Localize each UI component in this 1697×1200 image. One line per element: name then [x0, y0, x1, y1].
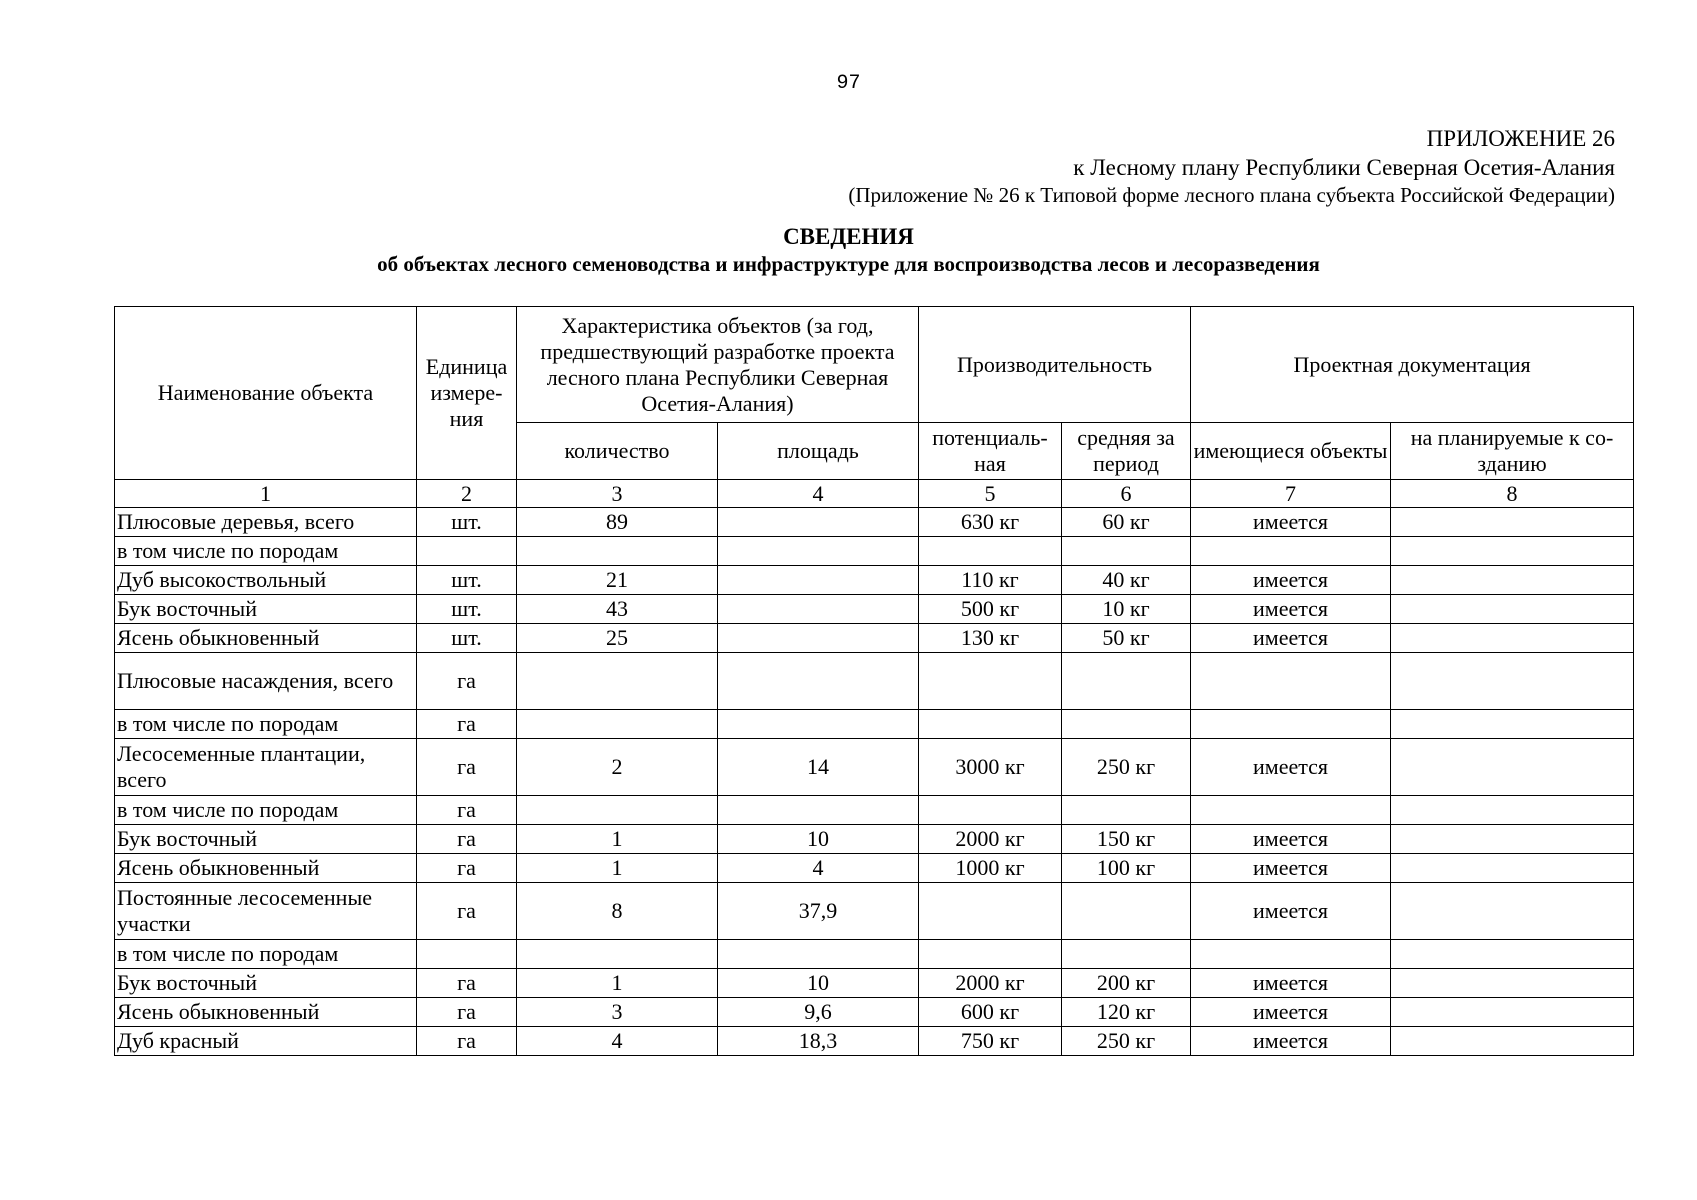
cell-quantity: 89: [517, 508, 718, 537]
cell-unit: га: [417, 710, 517, 739]
cell-planned: [1391, 653, 1634, 710]
table-row: [115, 739, 1634, 796]
cell-object-name: Дуб высокоствольный: [115, 566, 417, 595]
cell-unit: га: [417, 883, 517, 940]
cell-potential: 750 кг: [919, 1027, 1062, 1056]
table-row: [115, 883, 1634, 940]
cell-unit: [417, 940, 517, 969]
cell-planned: [1391, 854, 1634, 883]
cell-area: [718, 653, 919, 710]
cell-average: [1062, 796, 1191, 825]
column-number: 3: [517, 480, 718, 508]
cell-average: 200 кг: [1062, 969, 1191, 998]
cell-potential: 1000 кг: [919, 854, 1062, 883]
cell-planned: [1391, 940, 1634, 969]
cell-unit: га: [417, 998, 517, 1027]
table-row: [115, 566, 1634, 595]
cell-object-name: в том числе по породам: [115, 796, 417, 825]
cell-average: 150 кг: [1062, 825, 1191, 854]
cell-planned: [1391, 537, 1634, 566]
cell-planned: [1391, 710, 1634, 739]
cell-potential: [919, 940, 1062, 969]
cell-potential: 130 кг: [919, 624, 1062, 653]
cell-existing: имеется: [1191, 854, 1391, 883]
cell-average: 10 кг: [1062, 595, 1191, 624]
header-quantity: количество: [517, 423, 718, 480]
cell-average: 100 кг: [1062, 854, 1191, 883]
cell-area: [718, 537, 919, 566]
cell-potential: 2000 кг: [919, 825, 1062, 854]
column-number-row: [115, 480, 1634, 508]
table-row: [115, 653, 1634, 710]
cell-area: [718, 624, 919, 653]
document-subtitle: об объектах лесного семеноводства и инфраструктуре для воспроизводства лесов и лесоразведения: [377, 252, 1320, 276]
cell-area: 10: [718, 969, 919, 998]
cell-unit: шт.: [417, 595, 517, 624]
cell-unit: га: [417, 854, 517, 883]
cell-existing: имеется: [1191, 566, 1391, 595]
cell-existing: имеется: [1191, 883, 1391, 940]
table-row: [115, 710, 1634, 739]
cell-potential: 500 кг: [919, 595, 1062, 624]
cell-quantity: [517, 537, 718, 566]
cell-area: [718, 710, 919, 739]
cell-quantity: 25: [517, 624, 718, 653]
cell-object-name: в том числе по породам: [115, 710, 417, 739]
cell-average: 250 кг: [1062, 739, 1191, 796]
cell-unit: шт.: [417, 566, 517, 595]
column-number: 5: [919, 480, 1062, 508]
document-title: СВЕДЕНИЯ: [783, 224, 914, 249]
cell-unit: га: [417, 1027, 517, 1056]
cell-unit: га: [417, 825, 517, 854]
header-planned: на планируемые к со-зданию: [1391, 423, 1634, 480]
cell-existing: имеется: [1191, 1027, 1391, 1056]
table-row: [115, 854, 1634, 883]
column-number: 1: [115, 480, 417, 508]
cell-object-name: Ясень обыкновенный: [115, 998, 417, 1027]
table-row: [115, 1027, 1634, 1056]
cell-object-name: в том числе по породам: [115, 940, 417, 969]
cell-existing: имеется: [1191, 825, 1391, 854]
appendix-label: ПРИЛОЖЕНИЕ 26: [1426, 126, 1615, 151]
cell-area: [718, 566, 919, 595]
page-number: 97: [836, 72, 861, 95]
header-area: площадь: [718, 423, 919, 480]
column-number: 2: [417, 480, 517, 508]
cell-existing: имеется: [1191, 508, 1391, 537]
cell-average: 60 кг: [1062, 508, 1191, 537]
cell-existing: [1191, 796, 1391, 825]
cell-quantity: 8: [517, 883, 718, 940]
cell-area: 10: [718, 825, 919, 854]
cell-area: [718, 796, 919, 825]
cell-potential: 3000 кг: [919, 739, 1062, 796]
cell-unit: шт.: [417, 624, 517, 653]
cell-existing: имеется: [1191, 998, 1391, 1027]
appendix-form-reference: (Приложение № 26 к Типовой форме лесного плана субъекта Российской Федерации): [848, 183, 1615, 207]
cell-existing: [1191, 710, 1391, 739]
cell-potential: [919, 883, 1062, 940]
cell-area: 37,9: [718, 883, 919, 940]
cell-unit: га: [417, 796, 517, 825]
cell-planned: [1391, 998, 1634, 1027]
cell-quantity: 1: [517, 854, 718, 883]
table-row: [115, 940, 1634, 969]
column-number: 6: [1062, 480, 1191, 508]
table-row: [115, 998, 1634, 1027]
cell-planned: [1391, 739, 1634, 796]
cell-potential: 600 кг: [919, 998, 1062, 1027]
cell-existing: [1191, 537, 1391, 566]
cell-object-name: Плюсовые насаждения, всего: [115, 653, 417, 710]
cell-object-name: Постоянные лесосеменные участки: [115, 883, 417, 940]
cell-average: [1062, 940, 1191, 969]
cell-existing: [1191, 653, 1391, 710]
cell-average: [1062, 710, 1191, 739]
seed-objects-table: [114, 306, 1634, 1056]
header-average: средняя за период: [1062, 423, 1191, 480]
cell-object-name: Ясень обыкновенный: [115, 854, 417, 883]
cell-object-name: Бук восточный: [115, 969, 417, 998]
cell-quantity: 1: [517, 825, 718, 854]
cell-average: [1062, 883, 1191, 940]
cell-planned: [1391, 624, 1634, 653]
cell-planned: [1391, 595, 1634, 624]
cell-quantity: 21: [517, 566, 718, 595]
cell-existing: [1191, 940, 1391, 969]
header-unit: Единица измере-ния: [417, 307, 517, 480]
cell-quantity: 3: [517, 998, 718, 1027]
cell-quantity: 4: [517, 1027, 718, 1056]
cell-unit: га: [417, 969, 517, 998]
cell-average: 40 кг: [1062, 566, 1191, 595]
header-productivity: Производительность: [919, 307, 1191, 423]
table-row: [115, 508, 1634, 537]
cell-area: [718, 508, 919, 537]
cell-planned: [1391, 508, 1634, 537]
header-characteristics: Характеристика объектов (за год, предшествующий разработке проекта лесного плана Республики Северная Осетия-Алания): [517, 307, 919, 423]
cell-object-name: Ясень обыкновенный: [115, 624, 417, 653]
column-number: 8: [1391, 480, 1634, 508]
cell-object-name: Дуб красный: [115, 1027, 417, 1056]
header-existing: имеющиеся объекты: [1191, 423, 1391, 480]
header-documentation: Проектная документация: [1191, 307, 1634, 423]
cell-planned: [1391, 969, 1634, 998]
cell-potential: 110 кг: [919, 566, 1062, 595]
cell-quantity: [517, 710, 718, 739]
table-body: [115, 508, 1634, 1056]
cell-average: [1062, 537, 1191, 566]
column-number: 7: [1191, 480, 1391, 508]
cell-unit: [417, 537, 517, 566]
cell-quantity: [517, 653, 718, 710]
cell-planned: [1391, 825, 1634, 854]
cell-object-name: Лесосеменные плантации, всего: [115, 739, 417, 796]
cell-object-name: Плюсовые деревья, всего: [115, 508, 417, 537]
cell-existing: имеется: [1191, 969, 1391, 998]
cell-object-name: в том числе по породам: [115, 537, 417, 566]
header-potential: потенциаль-ная: [919, 423, 1062, 480]
cell-planned: [1391, 1027, 1634, 1056]
cell-existing: имеется: [1191, 624, 1391, 653]
cell-potential: [919, 537, 1062, 566]
cell-planned: [1391, 566, 1634, 595]
cell-unit: шт.: [417, 508, 517, 537]
cell-average: 120 кг: [1062, 998, 1191, 1027]
column-number: 4: [718, 480, 919, 508]
cell-quantity: 43: [517, 595, 718, 624]
cell-existing: имеется: [1191, 739, 1391, 796]
cell-planned: [1391, 883, 1634, 940]
cell-object-name: Бук восточный: [115, 595, 417, 624]
cell-average: [1062, 653, 1191, 710]
cell-area: 4: [718, 854, 919, 883]
cell-area: 18,3: [718, 1027, 919, 1056]
appendix-reference: к Лесному плану Республики Северная Осетия-Алания: [1073, 155, 1615, 180]
cell-quantity: [517, 796, 718, 825]
cell-planned: [1391, 796, 1634, 825]
table-row: [115, 537, 1634, 566]
cell-unit: га: [417, 653, 517, 710]
cell-quantity: [517, 940, 718, 969]
cell-potential: 2000 кг: [919, 969, 1062, 998]
cell-area: 14: [718, 739, 919, 796]
cell-area: 9,6: [718, 998, 919, 1027]
table-row: [115, 969, 1634, 998]
cell-unit: га: [417, 739, 517, 796]
header-name: Наименование объекта: [115, 307, 417, 480]
cell-potential: [919, 710, 1062, 739]
cell-object-name: Бук восточный: [115, 825, 417, 854]
cell-area: [718, 940, 919, 969]
cell-quantity: 2: [517, 739, 718, 796]
cell-existing: имеется: [1191, 595, 1391, 624]
cell-average: 250 кг: [1062, 1027, 1191, 1056]
table-row: [115, 796, 1634, 825]
table-row: [115, 595, 1634, 624]
cell-quantity: 1: [517, 969, 718, 998]
cell-area: [718, 595, 919, 624]
table-row: [115, 624, 1634, 653]
cell-potential: 630 кг: [919, 508, 1062, 537]
cell-potential: [919, 653, 1062, 710]
cell-potential: [919, 796, 1062, 825]
table-row: [115, 825, 1634, 854]
cell-average: 50 кг: [1062, 624, 1191, 653]
